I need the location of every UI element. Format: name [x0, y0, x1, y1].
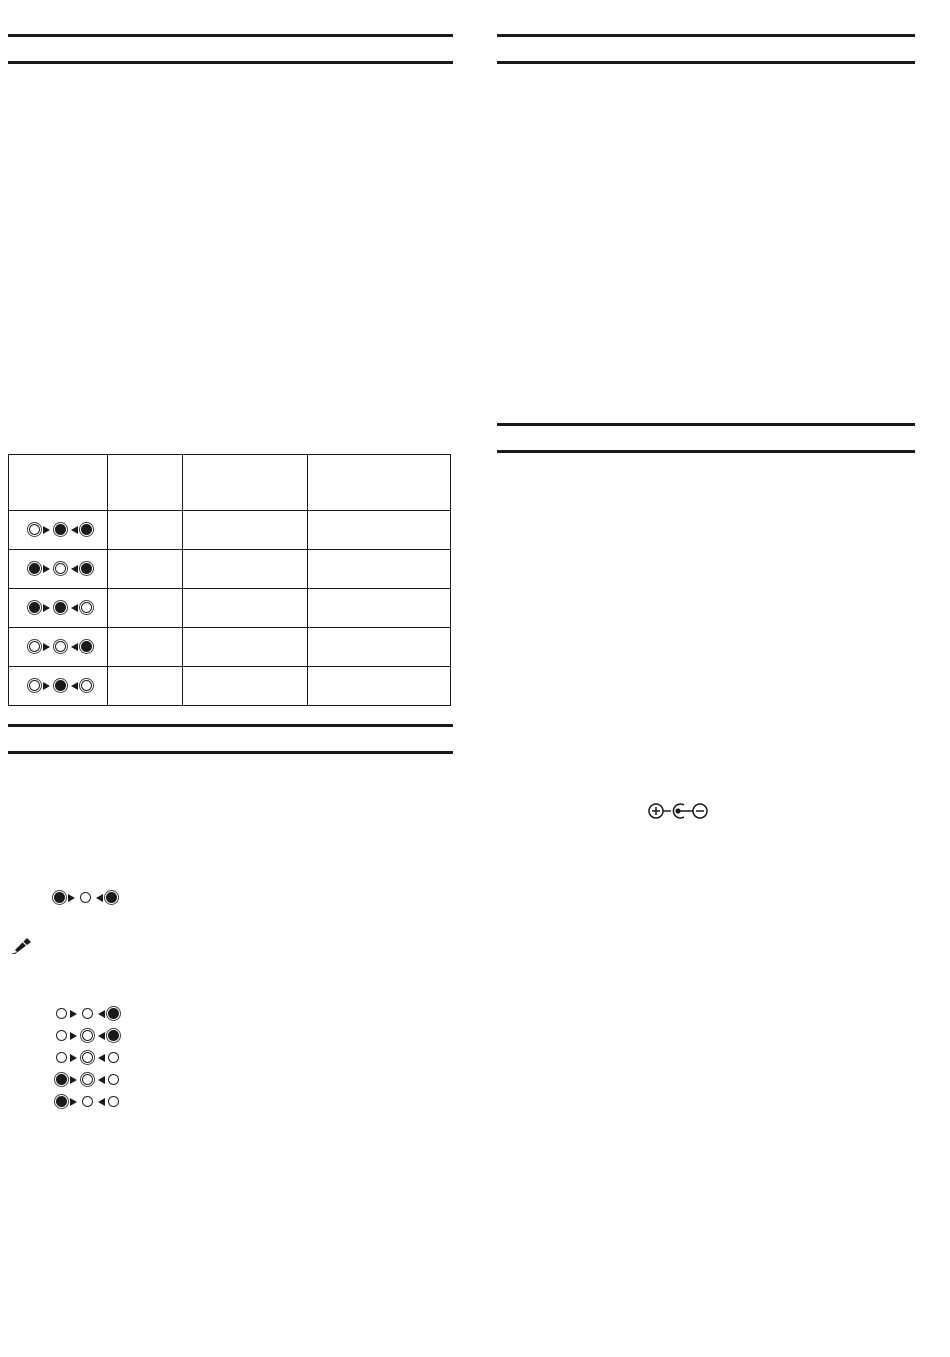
table-cell [108, 589, 183, 628]
arrow-left-icon [98, 1098, 105, 1106]
led-sequence-cell [9, 589, 108, 628]
right-section2-top-rule [497, 423, 915, 426]
table-cell [308, 628, 451, 667]
table-row [9, 589, 451, 628]
led-sequence [27, 600, 117, 616]
dc-polarity-icon [647, 801, 711, 821]
table-cell [108, 628, 183, 667]
led-off-icon [54, 1028, 69, 1043]
left-section2-top-rule [8, 724, 453, 727]
table-cell [308, 511, 451, 550]
arrow-right-icon [43, 526, 50, 534]
led-lit-icon [80, 1028, 95, 1043]
led-sequence-list-item [54, 1006, 144, 1022]
led-dark-icon [54, 1094, 69, 1109]
table-cell [308, 667, 451, 706]
table-row [9, 550, 451, 589]
arrow-left-icon [71, 565, 78, 573]
led-sequence-list-item [54, 1028, 144, 1044]
table-header-cell [108, 455, 183, 511]
right-section2-bottom-rule [497, 450, 915, 453]
arrow-right-icon [43, 565, 50, 573]
arrow-right-icon [43, 643, 50, 651]
left-section2-bottom-rule [8, 751, 453, 754]
led-dark-icon [53, 522, 68, 537]
table-cell [108, 667, 183, 706]
led-lit-icon [80, 1072, 95, 1087]
arrow-right-icon [70, 1076, 77, 1084]
arrow-left-icon [96, 894, 103, 902]
led-sequence-list-item [54, 1094, 144, 1110]
table-cell [183, 550, 308, 589]
table-cell [308, 550, 451, 589]
led-lit-icon [27, 678, 42, 693]
led-sequence-cell [9, 511, 108, 550]
arrow-left-icon [71, 643, 78, 651]
led-lit-icon [80, 1050, 95, 1065]
pencil-note-icon [9, 936, 33, 956]
led-sequence-cell [9, 667, 108, 706]
arrow-right-icon [70, 1098, 77, 1106]
right-section-bottom-rule [497, 61, 915, 64]
led-dark-icon [79, 522, 94, 537]
led-off-icon [80, 1094, 95, 1109]
table-cell [108, 511, 183, 550]
led-sequence-example [52, 890, 142, 906]
arrow-right-icon [70, 1054, 77, 1062]
led-sequence [27, 678, 117, 694]
arrow-right-icon [68, 894, 75, 902]
table-row [9, 511, 451, 550]
table-header-row [9, 455, 451, 511]
arrow-right-icon [43, 682, 50, 690]
arrow-right-icon [70, 1010, 77, 1018]
led-sequence-list-item [54, 1072, 144, 1088]
led-off-icon [106, 1050, 121, 1065]
led-dark-icon [52, 890, 67, 905]
led-sequence [27, 522, 117, 538]
led-lit-icon [27, 639, 42, 654]
table-cell [183, 511, 308, 550]
led-dark-icon [53, 678, 68, 693]
arrow-left-icon [98, 1010, 105, 1018]
arrow-left-icon [71, 682, 78, 690]
table-header-cell [308, 455, 451, 511]
led-lit-icon [79, 600, 94, 615]
led-status-table [8, 454, 451, 706]
led-lit-icon [53, 561, 68, 576]
led-lit-icon [27, 522, 42, 537]
led-lit-icon [53, 639, 68, 654]
led-off-icon [80, 1006, 95, 1021]
led-off-icon [78, 890, 93, 905]
table-row [9, 667, 451, 706]
led-off-icon [106, 1094, 121, 1109]
table-cell [183, 628, 308, 667]
arrow-right-icon [43, 604, 50, 612]
left-section-bottom-rule [8, 61, 453, 64]
arrow-left-icon [71, 604, 78, 612]
led-dark-icon [104, 890, 119, 905]
led-sequence-list-item [54, 1050, 144, 1066]
led-dark-icon [79, 639, 94, 654]
led-sequence-cell [9, 550, 108, 589]
table-cell [183, 667, 308, 706]
led-dark-icon [106, 1006, 121, 1021]
led-dark-icon [27, 600, 42, 615]
led-dark-icon [27, 561, 42, 576]
led-sequence [27, 639, 117, 655]
arrow-left-icon [98, 1054, 105, 1062]
led-sequence [27, 561, 117, 577]
led-dark-icon [54, 1072, 69, 1087]
led-off-icon [54, 1050, 69, 1065]
arrow-left-icon [71, 526, 78, 534]
left-section-top-rule [8, 34, 453, 37]
table-header-cell [9, 455, 108, 511]
table-row [9, 628, 451, 667]
led-lit-icon [79, 678, 94, 693]
table-cell [308, 589, 451, 628]
table-header-cell [183, 455, 308, 511]
led-dark-icon [79, 561, 94, 576]
table-cell [183, 589, 308, 628]
led-off-icon [106, 1072, 121, 1087]
right-section-top-rule [497, 34, 915, 37]
led-sequence-cell [9, 628, 108, 667]
led-off-icon [54, 1006, 69, 1021]
led-dark-icon [106, 1028, 121, 1043]
table-cell [108, 550, 183, 589]
arrow-left-icon [98, 1076, 105, 1084]
arrow-right-icon [70, 1032, 77, 1040]
arrow-left-icon [98, 1032, 105, 1040]
led-dark-icon [53, 600, 68, 615]
